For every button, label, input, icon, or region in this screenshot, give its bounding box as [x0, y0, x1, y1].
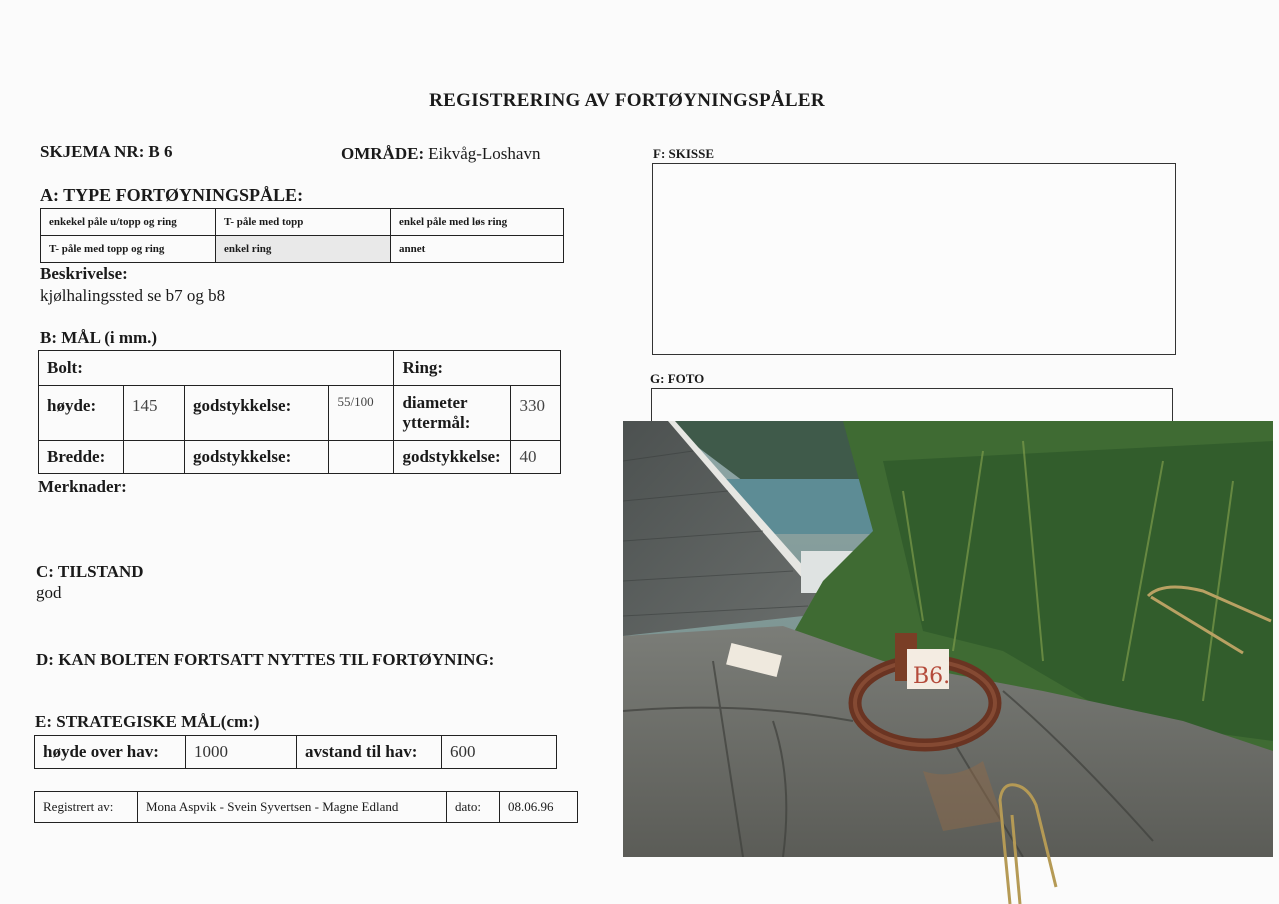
schema-label: SKJEMA NR:: [40, 142, 145, 161]
condition-value: god: [36, 583, 62, 602]
type-option[interactable]: enkekel påle u/topp og ring: [41, 209, 216, 236]
thickness-label: godstykkelse:: [185, 386, 329, 441]
ring-label: Ring:: [394, 351, 561, 386]
measure-table: [38, 350, 561, 474]
area: [341, 144, 540, 164]
date-label: dato:: [447, 792, 500, 823]
diameter-label: diameter yttermål:: [394, 386, 511, 441]
paper-clip-icon: [990, 775, 1060, 904]
sketch-box: [652, 163, 1176, 355]
height-value: 145: [124, 386, 185, 441]
height-label: høyde:: [39, 386, 124, 441]
remarks-label: Merknader:: [38, 477, 127, 496]
thickness2-label: godstykkelse:: [185, 441, 329, 474]
sea-height-label: høyde over hav:: [35, 736, 186, 769]
photo-tag-label: B6.: [913, 664, 951, 689]
type-table: [40, 208, 564, 263]
schema-value: B 6: [148, 142, 173, 161]
section-d-heading: D: KAN BOLTEN FORTSATT NYTTES TIL FORTØYNING:: [36, 650, 495, 669]
section-b-heading: B: MÅL (i mm.): [40, 328, 158, 347]
type-option[interactable]: enkel påle med løs ring: [391, 209, 564, 236]
registered-by-names: Mona Aspvik - Svein Syvertsen - Magne Edland: [138, 792, 447, 823]
bolt-label: Bolt:: [39, 351, 394, 386]
width-label: Bredde:: [39, 441, 124, 474]
area-label: OMRÅDE:: [341, 144, 425, 163]
sea-height-value: 1000: [186, 736, 297, 769]
registered-by-label: Registrert av:: [35, 792, 138, 823]
section-a-heading: A: TYPE FORTØYNINGSPÅLE:: [40, 185, 304, 205]
width-value: [124, 441, 185, 474]
section-f-heading: F: SKISSE: [653, 146, 715, 161]
section-g-heading: G: FOTO: [650, 371, 705, 386]
ring-thickness-value: 40: [511, 441, 561, 474]
area-value: Eikvåg-Loshavn: [428, 144, 541, 163]
type-option-selected[interactable]: enkel ring: [216, 236, 391, 263]
section-e-heading: E: STRATEGISKE MÅL(cm:): [35, 712, 260, 731]
mooring-ring-photo: [623, 421, 1273, 857]
date-value: 08.06.96: [500, 792, 578, 823]
section-c-heading: C: TILSTAND: [36, 562, 144, 581]
type-option[interactable]: T- påle med topp og ring: [41, 236, 216, 263]
sea-distance-value: 600: [442, 736, 557, 769]
type-option[interactable]: annet: [391, 236, 564, 263]
strategic-table: [34, 735, 557, 769]
thickness2-value: [329, 441, 394, 474]
registration-table: [34, 791, 578, 823]
type-option[interactable]: T- påle med topp: [216, 209, 391, 236]
page-title: REGISTRERING AV FORTØYNINGSPÅLER: [429, 90, 825, 111]
sea-distance-label: avstand til hav:: [297, 736, 442, 769]
diameter-value: 330: [511, 386, 561, 441]
schema-number: [40, 142, 172, 162]
description-label: Beskrivelse:: [40, 264, 128, 283]
thickness-value: 55/100: [329, 386, 394, 441]
description-value: kjølhalingssted se b7 og b8: [40, 286, 226, 305]
photo-scene: [623, 421, 1273, 857]
ring-thickness-label: godstykkelse:: [394, 441, 511, 474]
